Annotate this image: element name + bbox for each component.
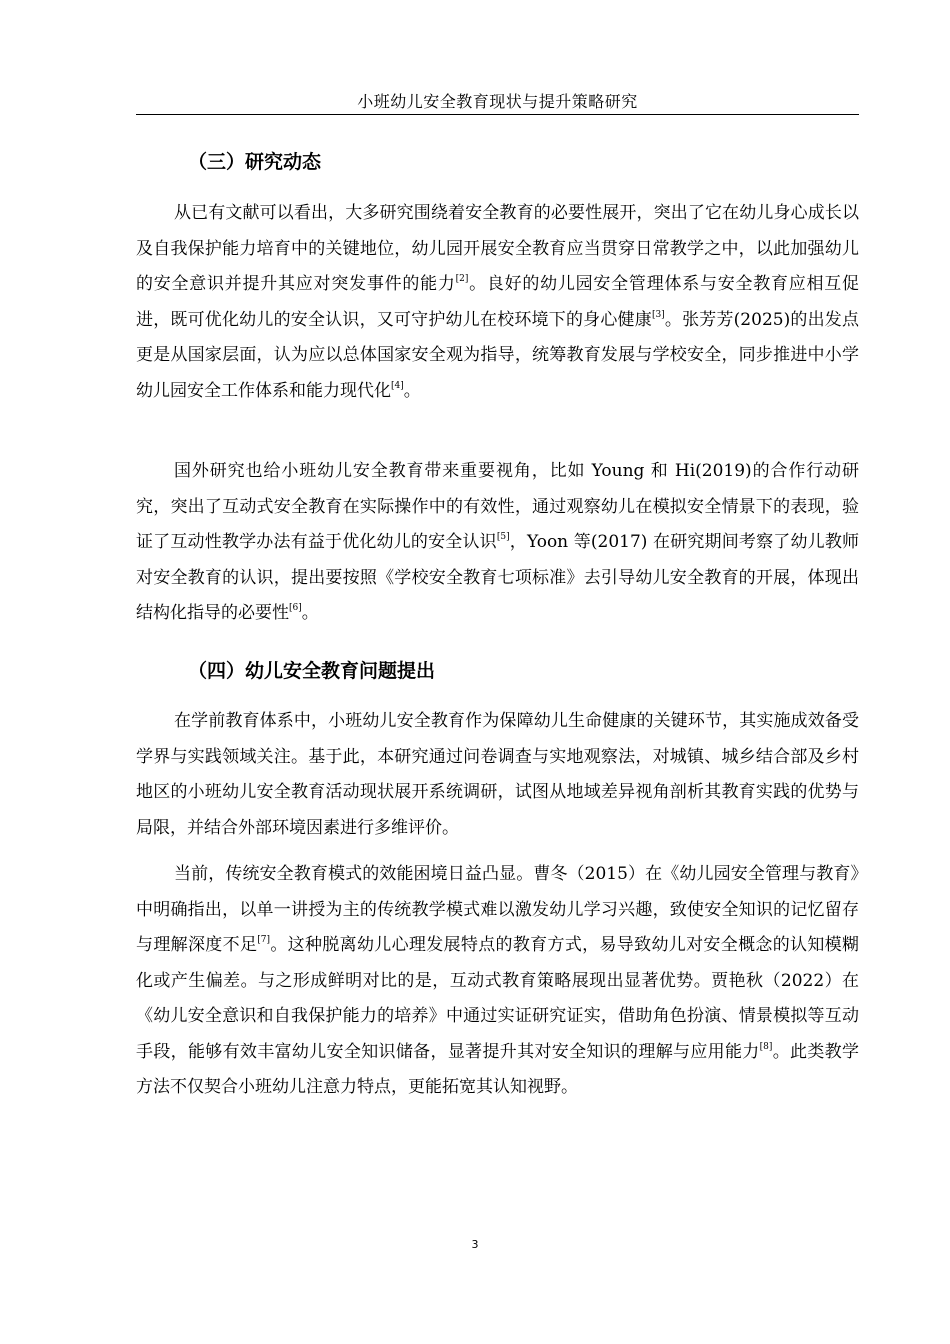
section-heading-problem-statement: （四）幼儿安全教育问题提出	[188, 660, 436, 682]
paragraph-text: 。	[403, 380, 421, 401]
running-title: 小班幼儿安全教育现状与提升策略研究	[357, 92, 638, 111]
citation: [4]	[391, 380, 404, 391]
paragraph	[136, 196, 859, 409]
paragraph-text: 。张芳芳(2025)的出发点更是从国家层面，认为应以总体国家安全观为指导，统筹教育发展与学校安全，同步推进中小学幼儿园安全工作体系和能力现代化	[136, 309, 859, 401]
paragraph-text: 。此类教学方法不仅契合小班幼儿注意力特点，更能拓宽其认知视野。	[136, 1041, 860, 1097]
paragraph-text: 。	[301, 603, 319, 623]
citation: [2]	[455, 274, 469, 284]
paragraph-text: 。这种脱离幼儿心理发展特点的教育方式，易导致幼儿对安全概念的认知模糊化或产生偏差。与之形成鲜明对比的是，互动式教育策略展现出显著优势。贾艳秋（2022）在《幼儿安全意识和自我保护能力的培养》中通过实证研究证实，借助角色扮演、情景模拟等互动手段，能够有效丰富幼儿安全知识储备，显著提升其对安全知识的理解与应用能力	[136, 935, 860, 1062]
citation: [7]	[257, 935, 271, 945]
citation: [6]	[289, 603, 302, 613]
paragraph-text: 从已有文献可以看出，大多研究围绕着安全教育的必要性展开，突出了它在幼儿身心成长以及自我保护能力培育中的关键地位，幼儿园开展安全教育应当贯穿日常教学之中，以此加强幼儿的安全意识并提升其应对突发事件的能力	[136, 203, 859, 294]
paragraph-text: 。良好的幼儿园安全管理体系与安全教育应相互促进，既可优化幼儿的安全认识，又可守护幼儿在校环境下的身心健康	[136, 274, 860, 330]
section-heading-research-trends: （三）研究动态	[188, 151, 322, 173]
paragraph-text: ，Yoon 等(2017) 在研究期间考察了幼儿教师对安全教育的认识，提出要按照《学校安全教育七项标准》去引导幼儿安全教育的开展，体现出结构化指导的必要性	[136, 532, 860, 623]
paragraph-text: 在学前教育体系中，小班幼儿安全教育作为保障幼儿生命健康的关键环节，其实施成效备受学界与实践领域关注。基于此，本研究通过问卷调查与实地观察法，对城镇、城乡结合部及乡村地区的小班幼儿安全教育活动现状展开系统调研，试图从地域差异视角剖析其教育实践的优势与局限，并结合外部环境因素进行多维评价。	[136, 711, 859, 838]
paragraph-text: 当前，传统安全教育模式的效能困境日益凸显。曹冬（2015）在《幼儿园安全管理与教育》中明确指出，以单一讲授为主的传统教学模式难以激发幼儿学习兴趣，致使安全知识的记忆留存与理解深度不足	[136, 864, 859, 955]
citation: [5]	[496, 532, 510, 542]
header-divider	[136, 114, 859, 115]
citation: [3]	[651, 309, 665, 320]
page-number: 3	[471, 1238, 479, 1251]
paragraph	[136, 857, 859, 1106]
paragraph	[136, 454, 859, 632]
paragraph	[136, 704, 859, 846]
paragraph-text: 国外研究也给小班幼儿安全教育带来重要视角，比如 Young 和 Hi(2019)的合作行动研究，突出了互动式安全教育在实际操作中的有效性，通过观察幼儿在模拟安全情景下的表现，验证了互动性教学办法有益于优化幼儿的安全认识	[136, 461, 859, 552]
citation: [8]	[759, 1041, 773, 1052]
